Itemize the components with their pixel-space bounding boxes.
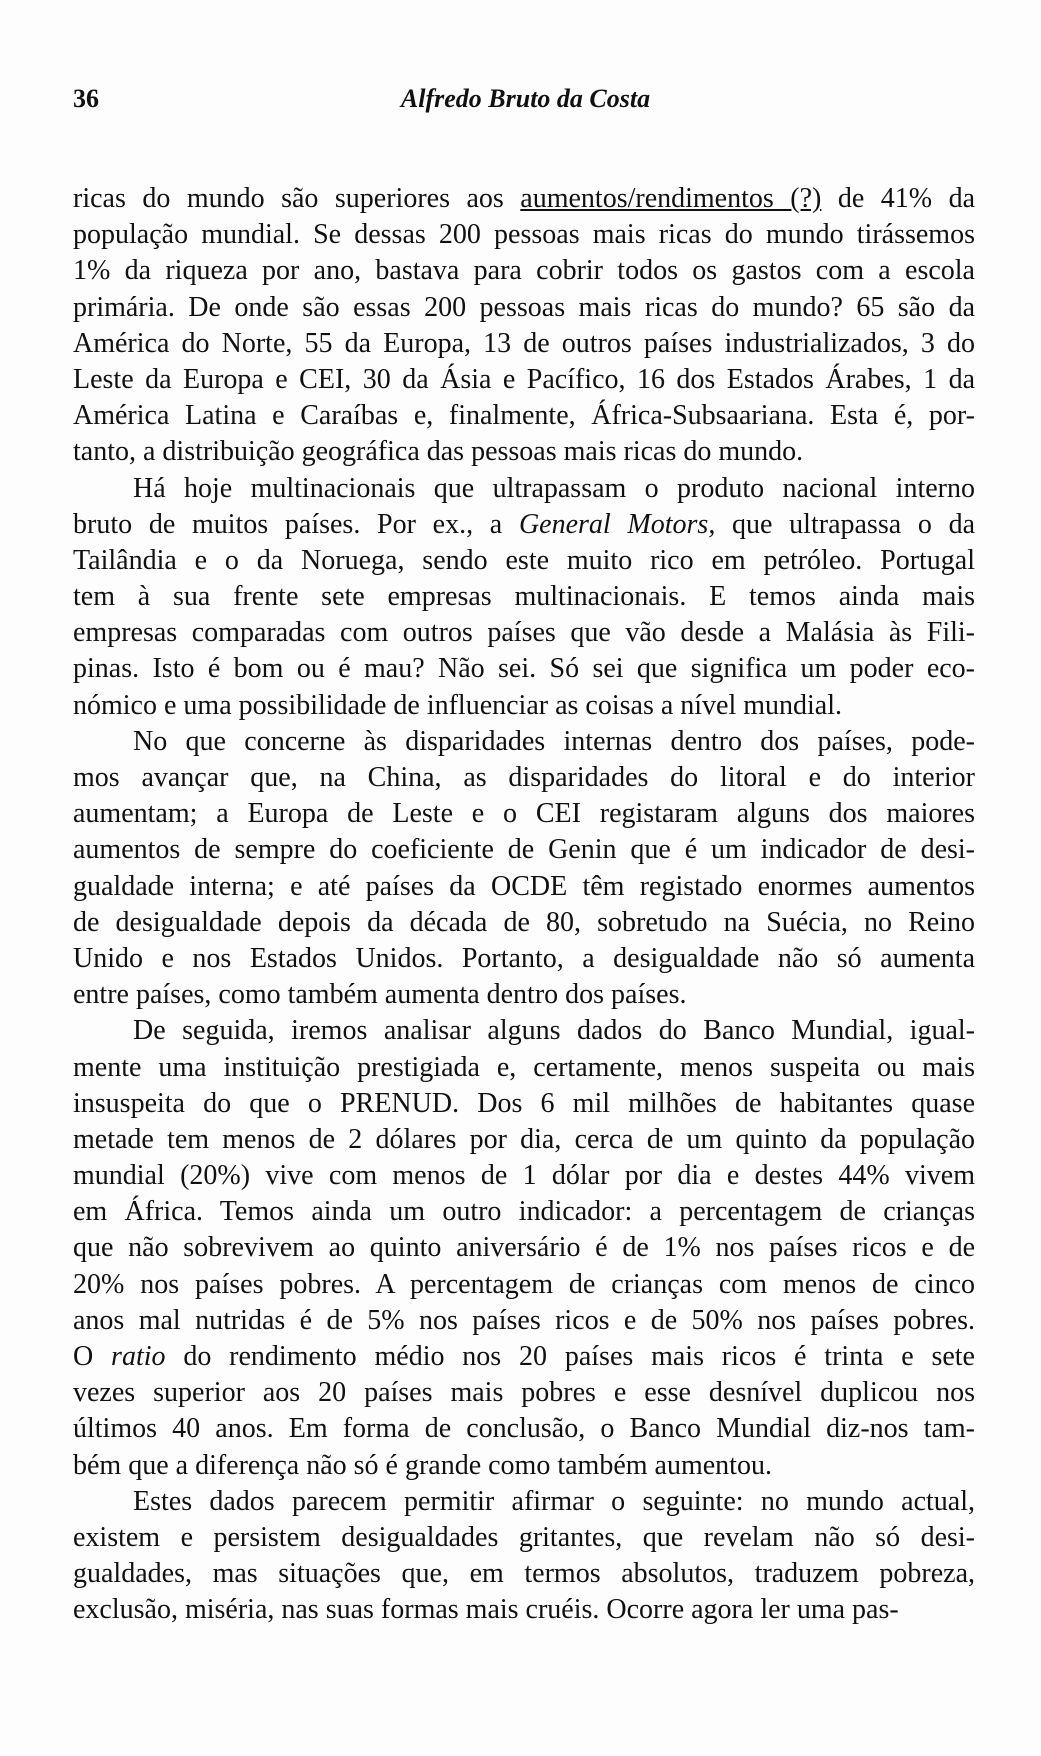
text-line: pinas. Isto é bom ou é mau? Não sei. Só sei que significa um poder eco- — [73, 653, 975, 685]
page-header — [73, 84, 978, 120]
page-number: 36 — [73, 84, 99, 113]
text-line: primária. De onde são essas 200 pessoas mais ricas do mundo? 65 são da — [73, 291, 975, 323]
text-line — [73, 181, 975, 217]
text-line: tem à sua frente sete empresas multinacionais. E temos ainda mais — [73, 581, 975, 613]
italic-term: General Motors, — [518, 508, 716, 540]
text-line: De seguida, iremos analisar alguns dados do Banco Mundial, igual- — [133, 1015, 975, 1047]
italic-term: ratio — [111, 1341, 166, 1372]
text-line: metade tem menos de 2 dólares por dia, cerca de um quinto da população — [73, 1123, 975, 1155]
text-line: América do Norte, 55 da Europa, 13 de outros países industrializados, 3 do — [73, 327, 975, 359]
paragraph — [73, 724, 975, 1014]
text-line — [73, 507, 975, 543]
text-line: de desigualdade depois da década de 80, sobretudo na Suécia, no Reino — [73, 906, 975, 938]
paragraph — [73, 181, 975, 471]
underlined-phrase: aumentos/rendimentos (?) — [520, 183, 822, 214]
text-line: No que concerne às disparidades internas dentro dos países, pode- — [133, 725, 975, 757]
paragraph — [73, 1484, 975, 1629]
text-line: mos avançar que, na China, as disparidades do litoral e do interior — [73, 762, 975, 793]
text-run: de 41% da — [821, 183, 975, 214]
text-run: O — [73, 1341, 112, 1372]
text-line: Unido e nos Estados Unidos. Portanto, a desigualdade não só aumenta — [73, 942, 975, 974]
text-line: gualdades, mas situações que, em termos absolutos, traduzem pobreza, — [73, 1558, 975, 1590]
text-line: 20% nos países pobres. A percentagem de crianças com menos de cinco — [73, 1268, 975, 1300]
text-line: exclusão, miséria, nas suas formas mais cruéis. Ocorre agora ler uma pas- — [73, 1594, 899, 1626]
text-run: ricas do mundo são superiores aos — [73, 183, 521, 214]
text-line: Há hoje multinacionais que ultrapassam o produto nacional interno — [133, 472, 975, 504]
text-line: empresas comparadas com outros países que vão desde a Malásia às Fili- — [73, 617, 975, 649]
text-run: do rendimento médio nos 20 países mais ricos é trinta e sete — [165, 1341, 975, 1372]
text-line: nómico e uma possibilidade de influenciar as coisas a nível mundial. — [73, 689, 843, 721]
text-line: insuspeita do que o PRENUD. Dos 6 mil milhões de habitantes quase — [73, 1087, 975, 1119]
text-line: entre países, como também aumenta dentro dos países. — [73, 979, 687, 1011]
text-line: existem e persistem desigualdades gritantes, que revelam não só desi- — [73, 1521, 975, 1553]
text-line: últimos 40 anos. Em forma de conclusão, o Banco Mundial diz-nos tam- — [73, 1413, 975, 1445]
text-line: aumentam; a Europa de Leste e o CEI registaram alguns dos maiores — [73, 798, 975, 830]
text-line: gualdade interna; e até países da OCDE têm registado enormes aumentos — [73, 870, 975, 902]
text-line: vezes superior aos 20 países mais pobres e esse desnível duplicou nos — [73, 1377, 975, 1409]
text-run: que ultrapassa o da — [715, 508, 975, 540]
text-line: América Latina e Caraíbas e, finalmente, África-Subsaariana. Esta é, por- — [73, 400, 975, 432]
paragraph — [73, 471, 975, 724]
running-head: Alfredo Bruto da Costa — [400, 84, 651, 113]
text-line — [73, 1339, 975, 1375]
text-line: anos mal nutridas é de 5% nos países ricos e de 50% nos países pobres. — [73, 1304, 975, 1336]
text-line: Tailândia e o da Noruega, sendo este muito rico em petróleo. Portugal — [73, 544, 975, 576]
body-text — [73, 181, 975, 1629]
text-line: Estes dados parecem permitir afirmar o seguinte: no mundo actual, — [133, 1485, 975, 1517]
text-line: 1% da riqueza por ano, bastava para cobrir todos os gastos com a escola — [73, 255, 975, 287]
text-line: aumentos de sempre do coeficiente de Genin que é um indicador de desi- — [73, 834, 975, 866]
text-line: população mundial. Se dessas 200 pessoas mais ricas do mundo tirássemos — [73, 219, 975, 251]
text-line: mente uma instituição prestigiada e, certamente, menos suspeita ou mais — [73, 1051, 975, 1083]
text-line: em África. Temos ainda um outro indicador: a percentagem de crianças — [73, 1196, 975, 1228]
text-line: que não sobrevivem ao quinto aniversário é de 1% nos países ricos e de — [73, 1232, 975, 1264]
text-line: tanto, a distribuição geográfica das pessoas mais ricas do mundo. — [73, 436, 804, 468]
text-line: bém que a diferença não só é grande como também aumentou. — [73, 1449, 772, 1481]
text-line: mundial (20%) vive com menos de 1 dólar por dia e destes 44% vivem — [73, 1160, 975, 1192]
paragraph — [73, 1013, 975, 1483]
text-run: bruto de muitos países. Por ex., a — [73, 508, 519, 540]
text-line: Leste da Europa e CEI, 30 da Ásia e Pacífico, 16 dos Estados Árabes, 1 da — [73, 363, 975, 395]
